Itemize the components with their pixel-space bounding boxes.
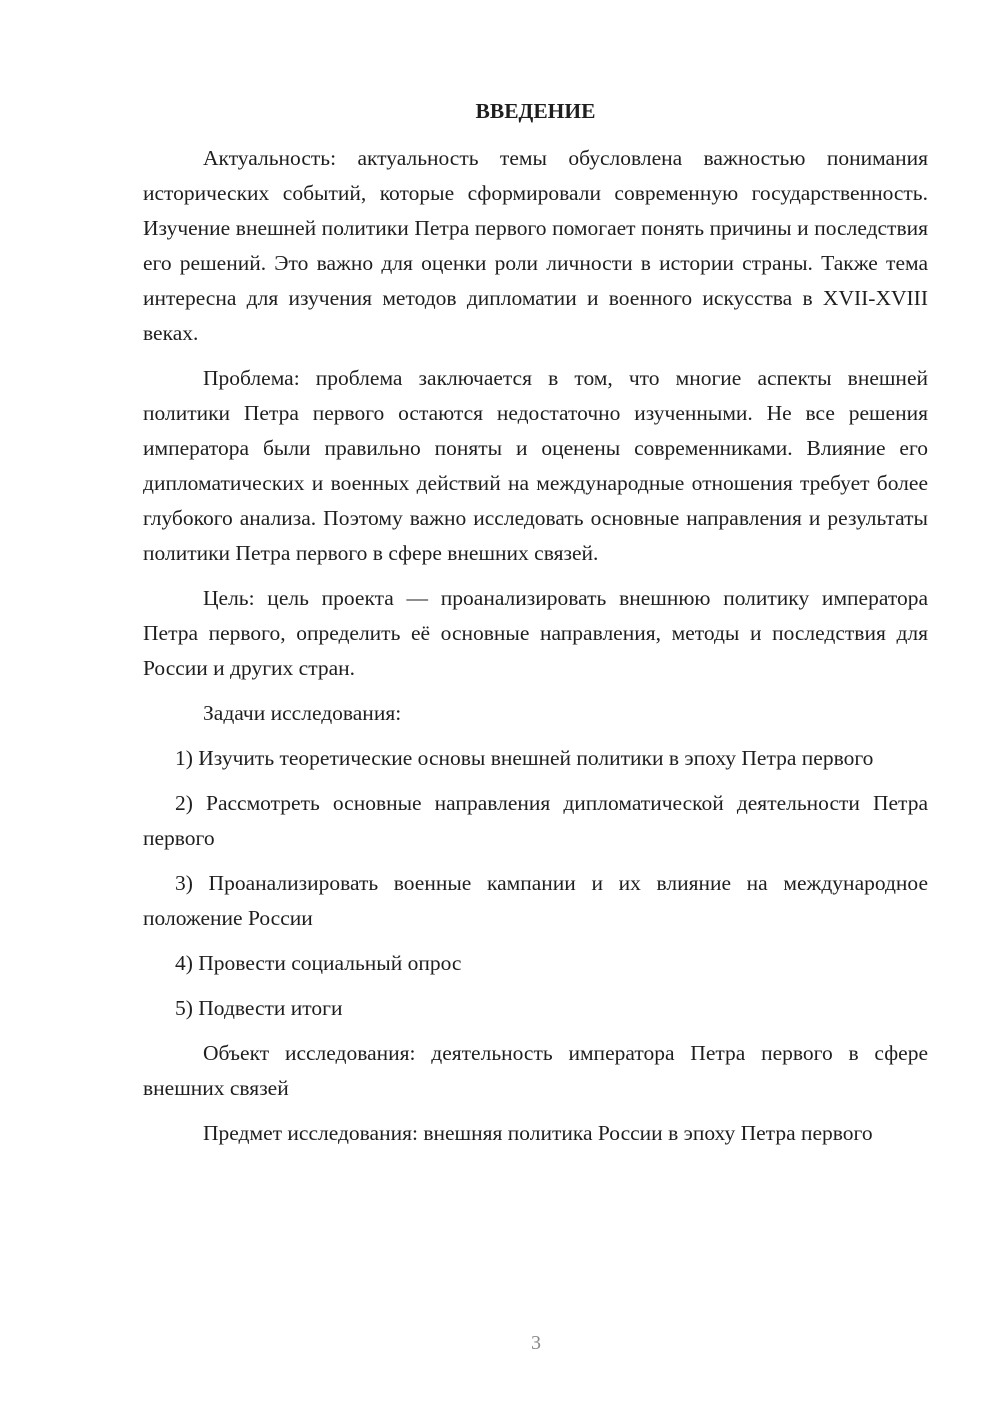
paragraph-relevance: Актуальность: актуальность темы обусловлена важностью понимания исторических событий, которые сформировали современную государственность. Изучение внешней политики Петра первого помогает понять причины и последствия его решений. Это важно для оценки роли личности в истории страны. Также тема интересна для изучения методов дипломатии и военного искусства в XVII-XVIII веках. bbox=[143, 146, 928, 345]
task-item-2: 2) Рассмотреть основные направления дипломатической деятельности Петра первого bbox=[143, 791, 928, 850]
task-item-5: 5) Подвести итоги bbox=[175, 996, 343, 1020]
paragraph-object: Объект исследования: деятельность императора Петра первого в сфере внешних связей bbox=[143, 1041, 928, 1100]
section-heading: ВВЕДЕНИЕ bbox=[475, 99, 596, 123]
task-item-4: 4) Провести социальный опрос bbox=[175, 951, 462, 975]
paragraph-subject: Предмет исследования: внешняя политика России в эпоху Петра первого bbox=[203, 1121, 873, 1145]
page-number: 3 bbox=[531, 1332, 541, 1354]
paragraph-problem: Проблема: проблема заключается в том, что многие аспекты внешней политики Петра первого остаются недостаточно изученными. Не все решения императора были правильно поняты и оценены современниками. Влияние его дипломатических и военных действий на международные отношения требует более глубокого анализа. Поэтому важно исследовать основные направления и результаты политики Петра первого в сфере внешних связей. bbox=[143, 366, 928, 565]
task-item-1: 1) Изучить теоретические основы внешней политики в эпоху Петра первого bbox=[175, 746, 874, 770]
paragraph-tasks-intro: Задачи исследования: bbox=[203, 701, 402, 725]
task-item-3: 3) Проанализировать военные кампании и их влияние на международное положение России bbox=[143, 871, 928, 930]
document-page bbox=[143, 94, 928, 1161]
paragraph-goal: Цель: цель проекта — проанализировать внешнюю политику императора Петра первого, определить её основные направления, методы и последствия для России и других стран. bbox=[143, 586, 928, 680]
